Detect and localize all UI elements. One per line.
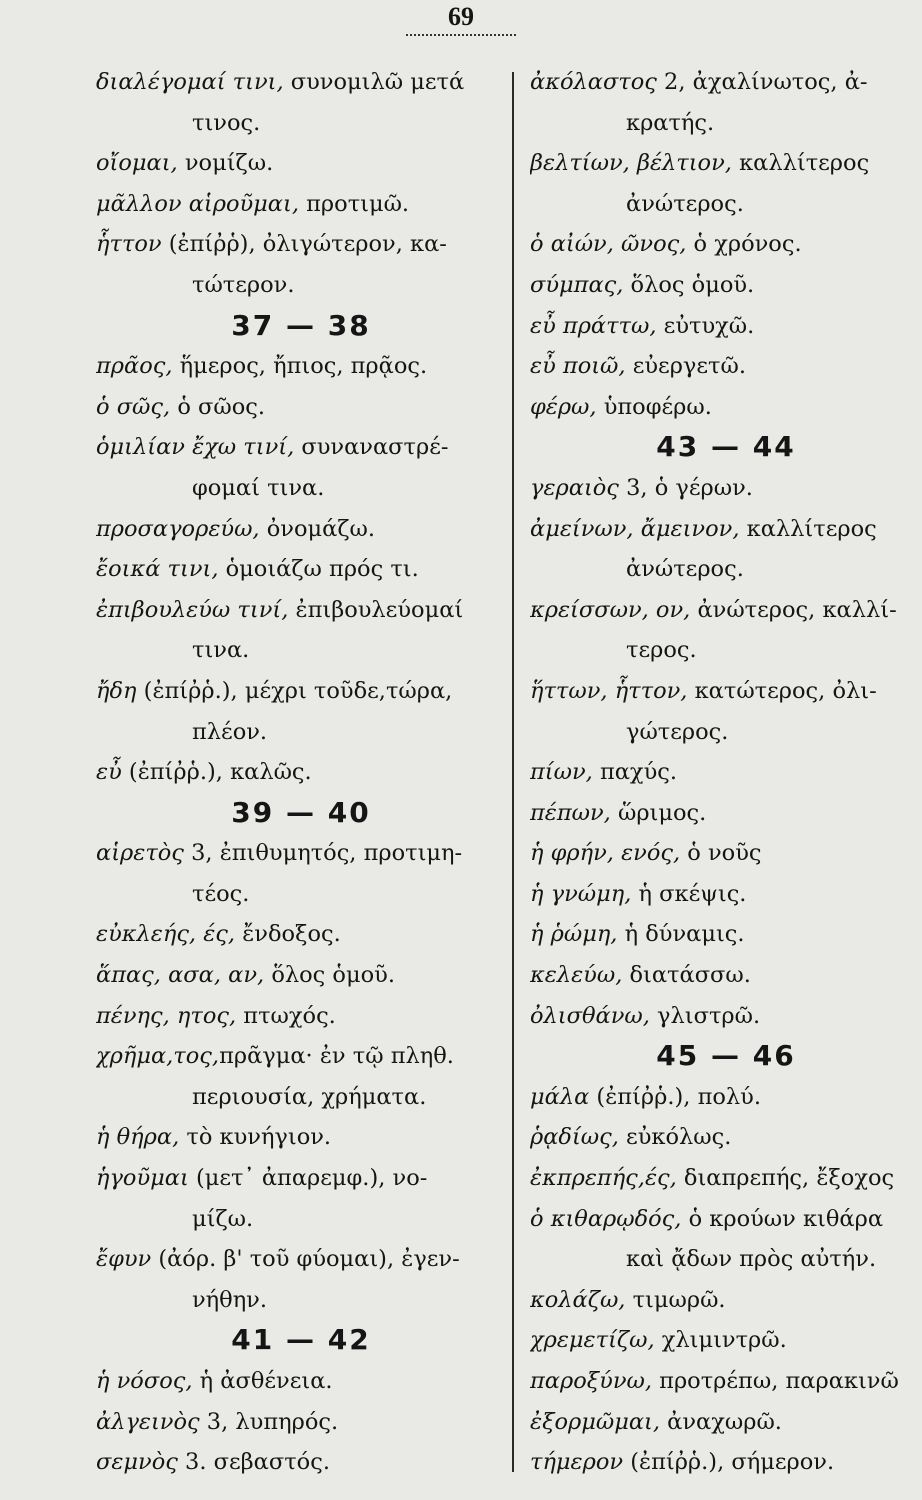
entry-gloss: 3. σεβαστός. (177, 1449, 330, 1476)
entry-term: ἔοικά τινι, (96, 556, 219, 583)
glossary-entry (530, 1361, 922, 1402)
entry-gloss: 3, ἐπιθυμητός, προτιμη- (183, 840, 463, 867)
entry-term: ῥᾳδίως, (530, 1124, 619, 1151)
entry-term: εὐκλεής, ές, (96, 921, 236, 948)
entry-gloss: ἥμερος, ἤπιος, πρᾷος. (172, 353, 428, 380)
glossary-entry (96, 509, 506, 550)
entry-continuation: γώτερος. (626, 718, 729, 745)
entry-term: φέρω, (530, 393, 597, 420)
entry-term: πένης, ητος, (96, 1002, 237, 1029)
entry-continuation: ἀνώτερος. (626, 190, 744, 217)
page-number: 69 (0, 2, 922, 36)
entry-term: εὖ πράττω, (530, 312, 657, 339)
entry-term: εὖ (96, 759, 122, 786)
entry-term: μᾶλλον αἱροῦμαι, (96, 190, 299, 217)
entry-gloss: γλιστρῶ. (649, 1002, 761, 1029)
entry-term: σύμπας, (530, 271, 624, 298)
section-heading: 45 — 46 (656, 1039, 796, 1073)
entry-gloss: εὐεργετῶ. (625, 353, 746, 380)
entry-gloss: κατώτερος, ὀλι- (687, 677, 877, 704)
entry-continuation: τερος. (626, 637, 697, 664)
entry-term: ἐπιβουλεύω τινί, (96, 596, 289, 623)
section-heading: 43 — 44 (656, 430, 796, 464)
section-heading: 37 — 38 (231, 308, 371, 342)
glossary-entry (96, 1158, 506, 1199)
entry-term: ἡ νόσος, (96, 1368, 193, 1394)
entry-term: ἡ θήρα, (96, 1124, 180, 1151)
glossary-entry (96, 590, 506, 631)
entry-term: τήμερον (530, 1449, 624, 1476)
entry-continuation: τώτερον. (192, 271, 295, 298)
entry-gloss: τιμωρῶ. (625, 1286, 726, 1313)
glossary-entry (530, 224, 922, 265)
entry-term: ἔφυν (96, 1246, 152, 1273)
entry-term: ἡ ῥώμη, (530, 921, 618, 948)
entry-gloss: πρᾶγμα· ἐν τῷ πληθ. (219, 1043, 454, 1070)
entry-gloss: ὅλος ὁμοῦ. (264, 962, 395, 989)
entry-gloss: (ἐπίῤῥ.), μέχρι τοῦδε,τώρα, (136, 677, 453, 704)
entry-term: ἤδη (96, 677, 137, 704)
entry-gloss: ἀναχωρῶ. (660, 1408, 782, 1435)
entry-gloss: καλλίτερος (739, 515, 877, 542)
entry-gloss: (ἐπίῤῥ.), καλῶς. (121, 759, 312, 786)
glossary-entry (96, 346, 506, 387)
entry-term: σεμνὸς (96, 1449, 178, 1476)
entry-gloss: καλλίτερος (731, 150, 870, 177)
entry-gloss: ὅλος ὁμοῦ. (623, 271, 755, 298)
entry-term: πρᾶος, (96, 353, 173, 380)
entry-gloss: ἐπιβουλεύομαί (288, 596, 464, 623)
entry-gloss: ὀνομάζω. (259, 515, 376, 542)
left-column (96, 62, 506, 1483)
entry-gloss: ὑποφέρω. (596, 393, 712, 420)
entry-term: πέπων, (530, 799, 611, 826)
column-divider (512, 72, 514, 1472)
entry-term: ἡ φρήν, ενός, (530, 840, 681, 867)
section-heading: 39 — 40 (231, 795, 371, 829)
entry-gloss: πτωχός. (236, 1002, 336, 1029)
entry-gloss: συνομιλῶ μετά (283, 69, 465, 95)
glossary-entry (96, 955, 506, 996)
glossary-entry (530, 793, 922, 834)
glossary-entry (96, 184, 506, 225)
entry-continuation: πλέον. (192, 718, 268, 745)
entry-gloss: (ἐπίῤῥ.), πολύ. (589, 1083, 762, 1110)
entry-term: ἥττων, ἧττον, (530, 677, 688, 704)
glossary-entry (530, 590, 922, 631)
entry-term: μάλα (530, 1083, 590, 1110)
glossary-entry (530, 671, 922, 712)
glossary-entry (530, 996, 922, 1037)
glossary-entry (530, 1280, 922, 1321)
glossary-entry (530, 914, 922, 955)
entry-gloss: (μετ᾽ ἀπαρεμφ.), νο- (188, 1165, 428, 1192)
glossary-entry (530, 509, 922, 550)
entry-continuation: ἀνώτερος. (626, 556, 744, 583)
entry-gloss: προτιμῶ. (298, 190, 410, 217)
glossary-entry (96, 1402, 506, 1443)
entry-gloss: ὁ νοῦς (680, 840, 762, 867)
entry-gloss: ἡ ἀσθένεια. (192, 1368, 333, 1394)
entry-term: βελτίων, βέλτιον, (530, 150, 732, 177)
entry-gloss: (ἀόρ. β' τοῦ φύομαι), ἐγεν- (151, 1246, 460, 1273)
entry-term: κρείσσων, ον, (530, 596, 691, 623)
entry-gloss: (ἐπίῤῥ.), σήμερον. (623, 1449, 835, 1476)
entry-term: παροξύνω, (530, 1368, 653, 1394)
entry-gloss: ὁ κρούων κιθάρα (681, 1205, 884, 1232)
glossary-entry (96, 914, 506, 955)
glossary-entry (96, 387, 506, 428)
entry-term: ὁ σῶς, (96, 393, 171, 420)
entry-continuation: τινος. (192, 109, 261, 136)
glossary-entry (530, 752, 922, 793)
entry-term: ἡ γνώμη, (530, 880, 632, 907)
entry-gloss: ὁ χρόνος. (686, 231, 802, 258)
glossary-entry (96, 224, 506, 265)
glossary-entry (530, 874, 922, 915)
entry-term: αἱρετὸς (96, 840, 184, 867)
glossary-entry (96, 1361, 506, 1402)
entry-gloss: ὥριμος. (610, 799, 707, 826)
entry-gloss: 3, ὁ γέρων. (618, 474, 753, 501)
entry-term: ἀμείνων, ἄμεινον, (530, 515, 740, 542)
entry-gloss: ὁ σῶος. (170, 393, 266, 420)
entry-term: ὀλισθάνω, (530, 1002, 650, 1029)
entry-term: ὁμιλίαν ἔχω τινί, (96, 434, 295, 461)
entry-gloss: ἀνώτερος, καλλί- (690, 596, 897, 623)
entry-gloss: ἡ σκέψις. (631, 880, 747, 907)
entry-continuation: τέος. (192, 880, 250, 907)
glossary-entry (96, 427, 506, 468)
glossary-entry (530, 1199, 922, 1240)
glossary-entry (96, 996, 506, 1037)
entry-term: χρῆμα,τος, (96, 1043, 220, 1070)
entry-gloss: διατάσσω. (622, 962, 751, 989)
entry-term: ἡγοῦμαι (96, 1165, 189, 1192)
entry-term: γεραιὸς (530, 474, 619, 501)
glossary-entry (530, 143, 922, 184)
glossary-entry (96, 549, 506, 590)
glossary-entry (96, 752, 506, 793)
entry-gloss: παχύς. (592, 759, 677, 786)
entry-term: εὖ ποιῶ, (530, 353, 626, 380)
glossary-entry (96, 143, 506, 184)
entry-term: ἐκπρεπής,ές, (530, 1165, 677, 1192)
glossary-entry (530, 1320, 922, 1361)
glossary-entry (96, 1442, 506, 1483)
entry-term: κολάζω, (530, 1286, 626, 1313)
entry-term: ἀκόλαστος (530, 69, 657, 95)
glossary-entry (96, 671, 506, 712)
entry-gloss: προτρέπω, παρακινῶ (652, 1368, 899, 1394)
glossary-entry (530, 62, 922, 103)
entry-term: ὁ αἰών, ῶνος, (530, 231, 687, 258)
glossary-entry (530, 1077, 922, 1118)
entry-term: χρεμετίζω, (530, 1327, 655, 1354)
glossary-entry (530, 1158, 922, 1199)
entry-gloss: ἔνδοξος. (235, 921, 341, 948)
entry-gloss: (ἐπίῤῥ), ὀλιγώτερον, κα- (161, 231, 447, 258)
entry-term: ἅπας, ασα, αν, (96, 962, 265, 989)
glossary-entry (96, 62, 506, 103)
entry-term: ὁ κιθαρῳδός, (530, 1205, 682, 1232)
glossary-entry (96, 1117, 506, 1158)
entry-term: ἐξορμῶμαι, (530, 1408, 661, 1435)
entry-gloss: χλιμιντρῶ. (654, 1327, 787, 1354)
glossary-entry (530, 1117, 922, 1158)
glossary-entry (530, 346, 922, 387)
right-column (530, 62, 922, 1483)
entry-continuation: μίζω. (192, 1205, 254, 1232)
section-heading: 41 — 42 (231, 1323, 371, 1357)
entry-term: διαλέγομαί τινι, (96, 69, 284, 95)
glossary-entry (530, 387, 922, 428)
entry-continuation: περιουσία, χρήματα. (192, 1083, 427, 1110)
glossary-entry (530, 1442, 922, 1483)
glossary-entry (96, 1239, 506, 1280)
entry-gloss: ὁμοιάζω πρός τι. (218, 556, 419, 583)
entry-term: κελεύω, (530, 962, 623, 989)
glossary-entry (96, 1036, 506, 1077)
glossary-entry (96, 833, 506, 874)
entry-continuation: καὶ ᾄδων πρὸς αὐτήν. (626, 1246, 877, 1273)
glossary-entry (530, 468, 922, 509)
entry-continuation: φομαί τινα. (192, 474, 325, 501)
entry-continuation: νήθην. (192, 1286, 268, 1313)
glossary-entry (530, 955, 922, 996)
entry-term: οἴομαι, (96, 150, 178, 177)
entry-continuation: τινα. (192, 637, 250, 664)
entry-gloss: τὸ κυνήγιον. (179, 1124, 332, 1151)
entry-term: ἧττον (96, 231, 162, 258)
glossary-entry (530, 306, 922, 347)
entry-gloss: 3, λυπηρός. (199, 1408, 339, 1435)
entry-term: προσαγορεύω, (96, 515, 260, 542)
entry-gloss: συναναστρέ- (294, 434, 449, 461)
entry-gloss: ἡ δύναμις. (617, 921, 745, 948)
entry-term: ἀλγεινὸς (96, 1408, 200, 1435)
entry-gloss: εὐκόλως. (618, 1124, 732, 1151)
entry-continuation: κρατής. (626, 109, 715, 136)
entry-term: πίων, (530, 759, 593, 786)
entry-gloss: 2, ἀχαλίνωτος, ἀ- (656, 69, 868, 95)
entry-gloss: εὐτυχῶ. (656, 312, 755, 339)
glossary-entry (530, 1402, 922, 1443)
glossary-entry (530, 833, 922, 874)
entry-gloss: διαπρεπής, ἔξοχος (676, 1165, 895, 1192)
entry-gloss: νομίζω. (177, 150, 274, 177)
glossary-entry (530, 265, 922, 306)
